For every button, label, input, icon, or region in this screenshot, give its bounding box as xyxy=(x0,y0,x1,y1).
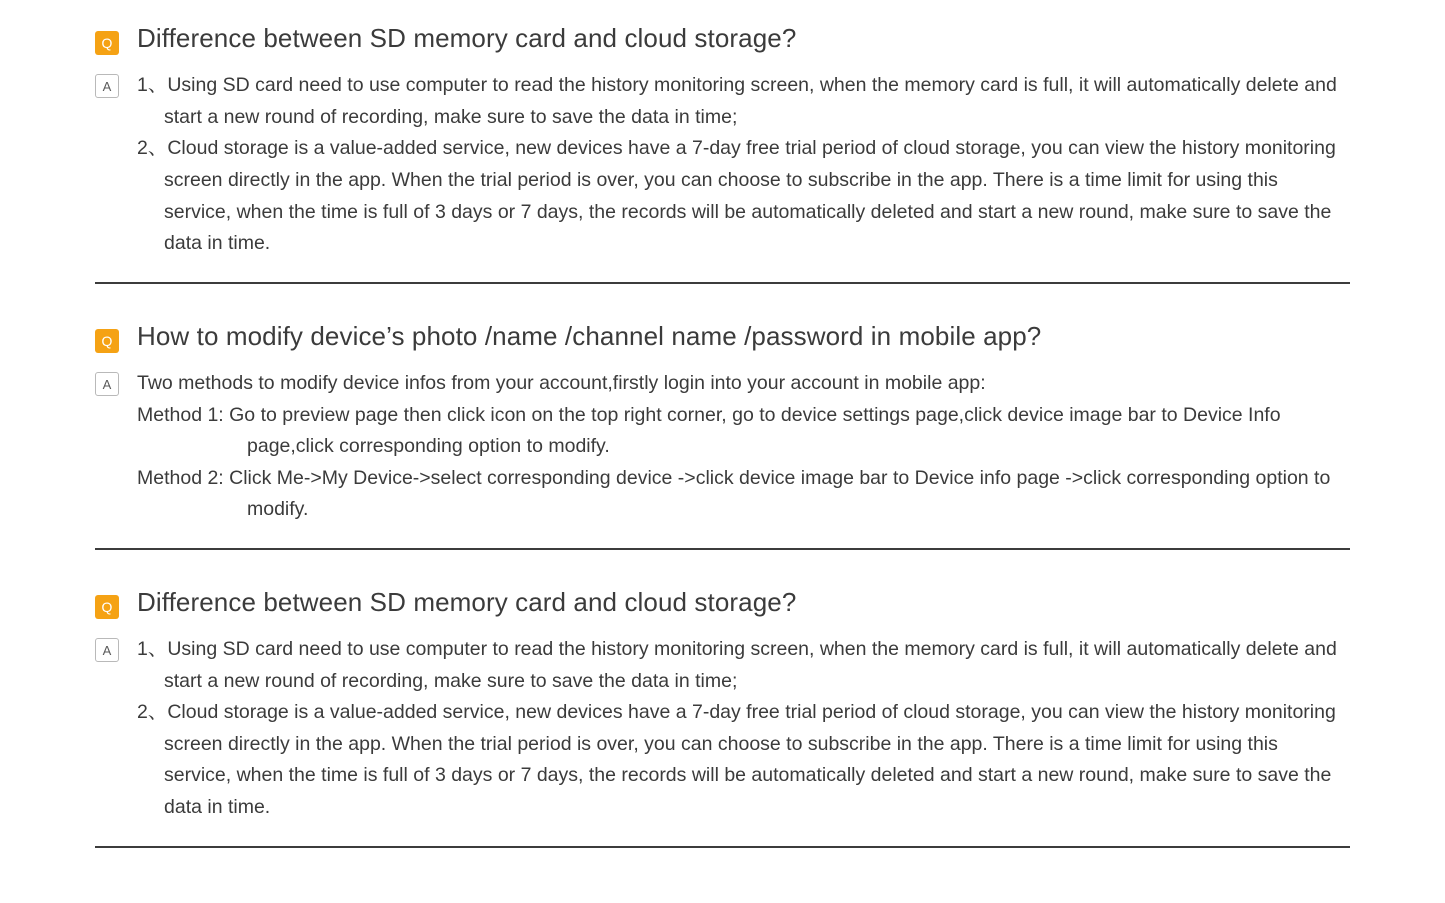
question-badge-icon: Q xyxy=(95,31,119,55)
faq-item xyxy=(95,320,1350,550)
answer-badge-icon: A xyxy=(95,372,119,396)
answer-line: Method 1: Go to preview page then click icon on the top right corner, go to device settings page,click device image bar to Device Info page,click corresponding option to modify. xyxy=(137,403,1281,458)
answer-line: Method 2: Click Me->My Device->select corresponding device ->click device image bar to Device info page ->click corresponding option to modify. xyxy=(137,466,1331,521)
answer-line: 2、Cloud storage is a value-added service, new devices have a 7-day free trial period of cloud storage, you can view the history monitoring screen directly in the app. When the trial period is over, you can choose to subscribe in the app. There is a time limit for using this service, when the time is full of 3 days or 7 days, the records will be automatically deleted and start a new round, make sure to save the data in time. xyxy=(137,701,1336,819)
faq-item xyxy=(95,22,1350,284)
answer-line: 1、Using SD card need to use computer to read the history monitoring screen, when the memory card is full, it will automatically delete and start a new round of recording, make sure to save the data in time; xyxy=(137,74,1337,128)
section-divider xyxy=(95,282,1350,284)
question-row xyxy=(95,320,1350,353)
question-text: How to modify device’s photo /name /channel name /password in mobile app? xyxy=(137,320,1042,351)
question-badge-icon: Q xyxy=(95,595,119,619)
answer-body xyxy=(137,634,1350,823)
answer-badge-icon: A xyxy=(95,74,119,98)
question-text: Difference between SD memory card and cloud storage? xyxy=(137,23,797,53)
answer-line: Two methods to modify device infos from your account,firstly login into your account in mobile app: xyxy=(137,372,986,394)
answer-row xyxy=(95,70,1350,259)
question-row xyxy=(95,22,1350,55)
answer-badge-icon: A xyxy=(95,638,119,662)
section-divider xyxy=(95,548,1350,550)
faq-item xyxy=(95,586,1350,848)
question-row xyxy=(95,586,1350,619)
answer-body xyxy=(137,70,1350,259)
answer-row xyxy=(95,634,1350,823)
spacer xyxy=(95,284,1350,320)
answer-body xyxy=(137,368,1350,526)
spacer xyxy=(95,550,1350,586)
section-divider xyxy=(95,846,1350,848)
answer-line: 1、Using SD card need to use computer to read the history monitoring screen, when the memory card is full, it will automatically delete and start a new round of recording, make sure to save the data in time; xyxy=(137,638,1337,692)
answer-row xyxy=(95,368,1350,526)
question-badge-icon: Q xyxy=(95,329,119,353)
question-text: Difference between SD memory card and cloud storage? xyxy=(137,586,797,617)
answer-line: 2、Cloud storage is a value-added service, new devices have a 7-day free trial period of cloud storage, you can view the history monitoring screen directly in the app. When the trial period is over, you can choose to subscribe in the app. There is a time limit for using this service, when the time is full of 3 days or 7 days, the records will be automatically deleted and start a new round, make sure to save the data in time. xyxy=(137,137,1336,255)
